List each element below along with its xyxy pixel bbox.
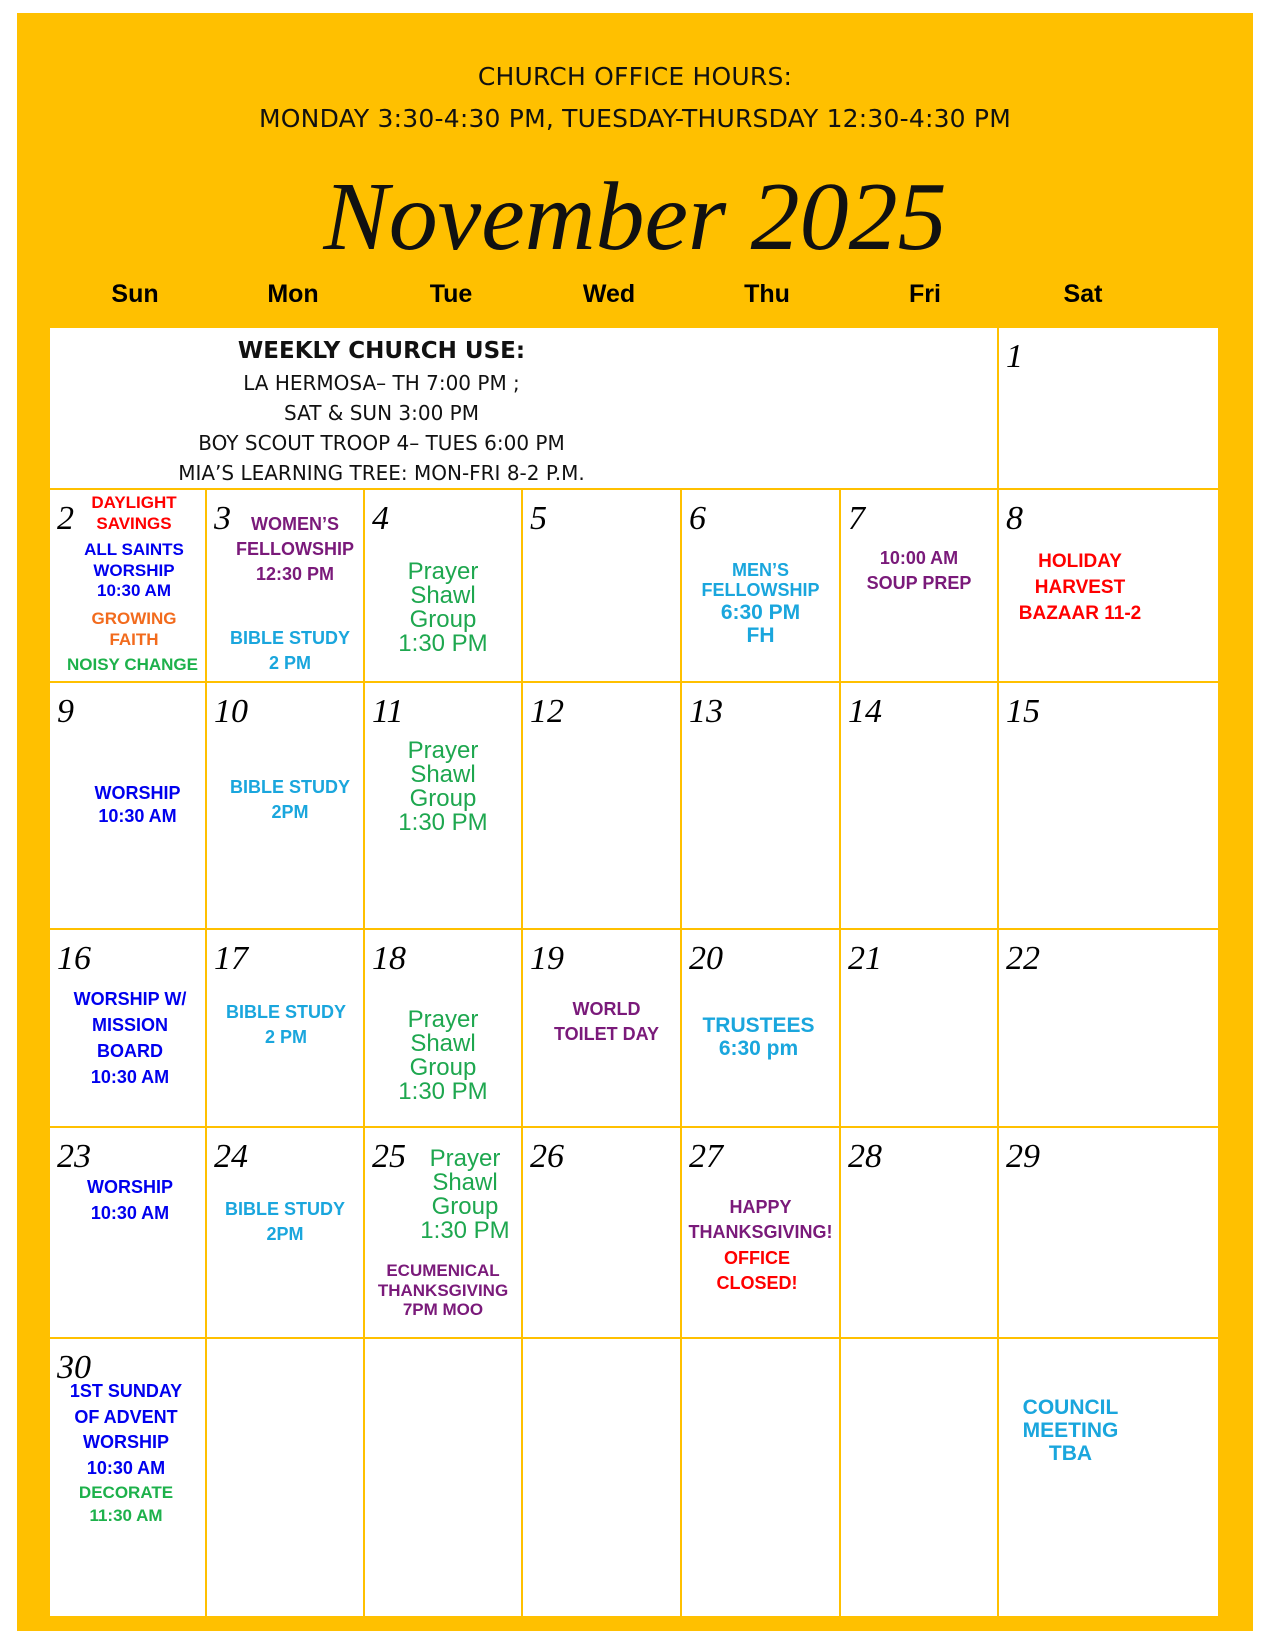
event-prayer-shawl: Prayer Shawl Group 1:30 PM (398, 737, 488, 836)
day-cell-30[interactable] (50, 1339, 205, 1616)
office-hours-times: MONDAY 3:30-4:30 PM, TUESDAY-THURSDAY 12:30-4:30 PM (259, 104, 1011, 133)
event-first-sunday-advent: 1ST SUNDAY OF ADVENT WORSHIP 10:30 AM (69, 1381, 183, 1479)
event-mens-fellowship: MEN’S FELLOWSHIP 6:30 PM FH (701, 560, 820, 647)
day-cell-27[interactable] (682, 1128, 839, 1337)
event-bible-study: BIBLE STUDY 2 PM (225, 1002, 346, 1048)
office-hours-title: CHURCH OFFICE HOURS: (477, 62, 793, 91)
event-bible-study: BIBLE STUDY 2PM (229, 777, 350, 823)
day-number: 10 (214, 693, 248, 730)
weekday-mon: Mon (267, 280, 319, 308)
day-number: 15 (1006, 693, 1040, 730)
day-number: 21 (848, 940, 882, 977)
event-decorate: DECORATE 11:30 AM (78, 1483, 174, 1525)
weekly-use-line: MIA’S LEARNING TREE: MON-FRI 8-2 P.M. (178, 461, 585, 485)
empty-cell (682, 1339, 839, 1616)
event-growing-faith: GROWING FAITH (91, 609, 177, 649)
day-cell-22[interactable] (999, 930, 1218, 1126)
day-cell-1[interactable] (999, 328, 1218, 488)
day-cell-5[interactable] (523, 490, 680, 681)
event-world-toilet-day: WORLD TOILET DAY (553, 999, 660, 1045)
weekly-church-use (50, 338, 713, 488)
event-womens-fellowship: WOMEN’S FELLOWSHIP 12:30 PM (236, 514, 354, 585)
day-cell-12[interactable] (523, 683, 680, 928)
month-title: November 2025 (323, 163, 947, 271)
day-number: 16 (57, 940, 91, 977)
day-cell-2[interactable] (50, 490, 205, 681)
day-cell-28[interactable] (841, 1128, 997, 1337)
weekday-tue: Tue (429, 280, 473, 308)
day-number: 24 (214, 1138, 248, 1175)
day-number: 6 (689, 500, 706, 537)
weekly-use-line: SAT & SUN 3:00 PM (284, 401, 479, 425)
event-prayer-shawl: Prayer Shawl Group 1:30 PM (398, 1006, 488, 1105)
day-number: 12 (530, 693, 564, 730)
day-number: 20 (689, 940, 723, 977)
day-cell-7[interactable] (841, 490, 997, 681)
day-cell-4[interactable] (365, 490, 521, 681)
day-cell-23[interactable] (50, 1128, 205, 1337)
day-number: 23 (57, 1138, 91, 1175)
day-number: 19 (530, 940, 564, 977)
day-number: 22 (1006, 940, 1040, 977)
day-cell-13[interactable] (682, 683, 839, 928)
event-all-saints-worship: ALL SAINTS WORSHIP 10:30 AM (84, 540, 184, 601)
day-cell-24[interactable] (207, 1128, 363, 1337)
event-bible-study: BIBLE STUDY 2 PM (229, 628, 350, 674)
day-number: 25 (372, 1138, 406, 1175)
day-number: 28 (848, 1138, 882, 1175)
weekday-sat: Sat (1063, 280, 1103, 308)
day-cell-19[interactable] (523, 930, 680, 1126)
day-number: 26 (530, 1138, 564, 1175)
empty-cell (523, 1339, 680, 1616)
event-worship: WORSHIP 10:30 AM (86, 1177, 173, 1224)
day-cell-16[interactable] (50, 930, 205, 1126)
day-number: 5 (530, 500, 547, 537)
weekly-use-line: BOY SCOUT TROOP 4– TUES 6:00 PM (198, 431, 565, 455)
empty-cell (365, 1339, 521, 1616)
day-cell-25[interactable] (365, 1128, 521, 1337)
day-cell-8[interactable] (999, 490, 1218, 681)
day-cell-20[interactable] (682, 930, 839, 1126)
empty-cell (841, 1339, 997, 1616)
day-cell-15[interactable] (999, 683, 1218, 928)
day-cell-17[interactable] (207, 930, 363, 1126)
day-number: 9 (57, 693, 74, 730)
event-ecumenical-thanksgiving: ECUMENICAL THANKSGIVING 7PM MOO (377, 1261, 509, 1320)
day-number: 13 (689, 693, 723, 730)
day-cell-26[interactable] (523, 1128, 680, 1337)
event-daylight-savings: DAYLIGHT SAVINGS (91, 493, 177, 533)
weekday-sun: Sun (111, 280, 159, 308)
day-number: 8 (1006, 500, 1023, 537)
event-happy-thanksgiving: HAPPY THANKSGIVING! (688, 1197, 833, 1243)
day-number: 14 (848, 693, 882, 730)
day-cell-3[interactable] (207, 490, 363, 681)
council-meeting-cell[interactable] (999, 1339, 1218, 1616)
weekday-fri: Fri (909, 280, 941, 308)
day-number: 3 (214, 500, 231, 537)
event-soup-prep: 10:00 AM SOUP PREP (866, 548, 972, 594)
day-cell-10[interactable] (207, 683, 363, 928)
day-number: 30 (57, 1349, 91, 1386)
weekly-use-title: WEEKLY CHURCH USE: (237, 338, 526, 364)
day-cell-9[interactable] (50, 683, 205, 928)
weekday-header (52, 280, 1217, 316)
day-cell-6[interactable] (682, 490, 839, 681)
event-office-closed: OFFICE CLOSED! (716, 1248, 798, 1294)
calendar-grid (50, 328, 1218, 1616)
day-number: 18 (372, 940, 406, 977)
day-cell-14[interactable] (841, 683, 997, 928)
day-number: 7 (848, 500, 865, 537)
day-number: 27 (689, 1138, 723, 1175)
day-number: 1 (1006, 338, 1023, 375)
day-cell-11[interactable] (365, 683, 521, 928)
event-worship-mission-board: WORSHIP W/ MISSION BOARD 10:30 AM (73, 989, 187, 1088)
day-cell-18[interactable] (365, 930, 521, 1126)
day-number: 4 (372, 500, 389, 537)
event-trustees: TRUSTEES 6:30 pm (702, 1014, 815, 1061)
event-holiday-harvest-bazaar: HOLIDAY HARVEST BAZAAR 11-2 (1018, 551, 1142, 625)
day-number: 2 (57, 500, 74, 537)
empty-cell (207, 1339, 363, 1616)
event-prayer-shawl: Prayer Shawl Group 1:30 PM (420, 1145, 510, 1244)
event-worship: WORSHIP 10:30 AM (94, 783, 181, 827)
weekday-thu: Thu (744, 280, 790, 308)
day-number: 11 (372, 693, 404, 730)
event-noisy-change: NOISY CHANGE (67, 655, 198, 674)
weekly-use-line: LA HERMOSA– TH 7:00 PM ; (243, 371, 520, 395)
day-number: 17 (214, 940, 248, 977)
event-bible-study: BIBLE STUDY 2PM (224, 1199, 345, 1245)
event-prayer-shawl: Prayer Shawl Group 1:30 PM (398, 558, 488, 657)
event-council-meeting: COUNCIL MEETING TBA (1022, 1396, 1119, 1466)
weekday-wed: Wed (582, 280, 636, 308)
day-number: 29 (1006, 1138, 1040, 1175)
day-cell-21[interactable] (841, 930, 997, 1126)
day-cell-29[interactable] (999, 1128, 1218, 1337)
